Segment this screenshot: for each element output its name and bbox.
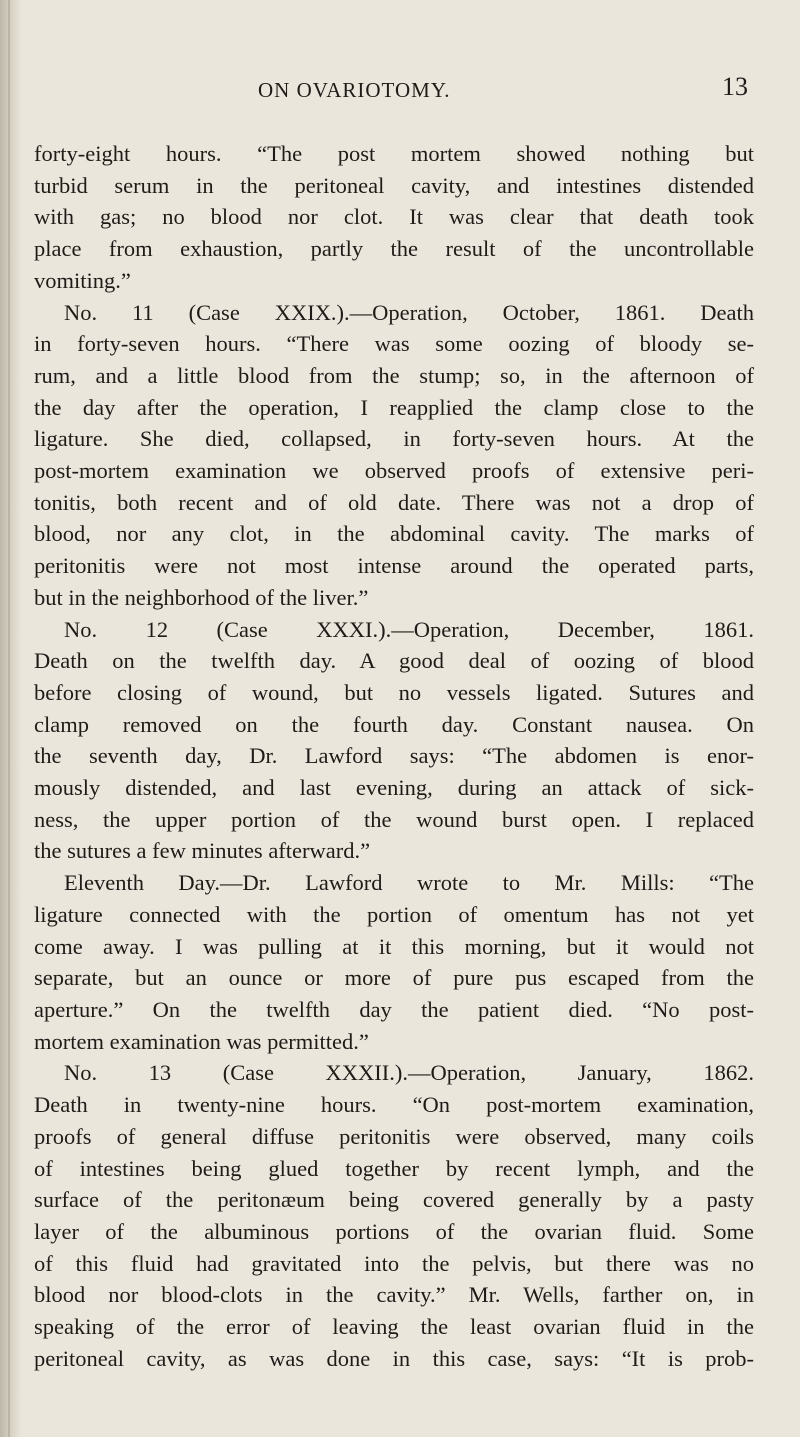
text-line: No. 12 (Case XXXI.).—Operation, December, 1861. bbox=[64, 616, 754, 642]
text-line: Death in twenty-nine hours. “On post-mortem examination, bbox=[34, 1092, 754, 1118]
text-line: post-mortem examination we observed proofs of extensive peri- bbox=[34, 458, 754, 484]
text-line: speaking of the error of leaving the least ovarian fluid in the bbox=[34, 1314, 754, 1340]
text-line: the sutures a few minutes afterward.” bbox=[34, 838, 371, 864]
text-line: No. 13 (Case XXXII.).—Operation, January, 1862. bbox=[64, 1060, 754, 1086]
text-line: ligature connected with the portion of omentum has not yet bbox=[34, 901, 754, 927]
text-line: place from exhaustion, partly the result of the uncontrollable bbox=[34, 236, 754, 262]
text-line: the seventh day, Dr. Lawford says: “The abdomen is enor- bbox=[34, 743, 754, 769]
text-line: with gas; no blood nor clot. It was clear that death took bbox=[34, 204, 754, 230]
text-line: peritoneal cavity, as was done in this case, says: “It is prob- bbox=[34, 1345, 754, 1371]
text-line: layer of the albuminous portions of the ovarian fluid. Some bbox=[34, 1218, 754, 1244]
text-line: No. 11 (Case XXIX.).—Operation, October, 1861. Death bbox=[64, 299, 754, 325]
text-line: blood nor blood-clots in the cavity.” Mr. Wells, farther on, in bbox=[34, 1282, 754, 1308]
running-head bbox=[0, 72, 800, 118]
text-line: mortem examination was permitted.” bbox=[34, 1028, 369, 1054]
text-line: proofs of general diffuse peritonitis were observed, many coils bbox=[34, 1123, 754, 1149]
page-gutter-shadow bbox=[0, 0, 22, 1437]
text-line: but in the neighborhood of the liver.” bbox=[34, 584, 369, 610]
running-title: ON OVARIOTOMY. bbox=[258, 78, 451, 102]
text-line: clamp removed on the fourth day. Constant nausea. On bbox=[34, 711, 754, 737]
text-line: before closing of wound, but no vessels ligated. Sutures and bbox=[34, 679, 754, 705]
text-line: of this fluid had gravitated into the pelvis, but there was no bbox=[34, 1250, 754, 1276]
text-line: the day after the operation, I reapplied the clamp close to the bbox=[34, 394, 754, 420]
text-line: come away. I was pulling at it this morning, but it would not bbox=[34, 933, 754, 959]
text-line: turbid serum in the peritoneal cavity, and intestines distended bbox=[34, 172, 754, 198]
binding-edge bbox=[8, 0, 10, 1437]
text-line: ness, the upper portion of the wound burst open. I replaced bbox=[34, 806, 754, 832]
text-line: Death on the twelfth day. A good deal of oozing of blood bbox=[34, 648, 754, 674]
text-line: in forty-seven hours. “There was some oozing of bloody se- bbox=[34, 331, 754, 357]
text-line: mously distended, and last evening, during an attack of sick- bbox=[34, 775, 754, 801]
text-line: separate, but an ounce or more of pure pus escaped from the bbox=[34, 965, 754, 991]
text-line: tonitis, both recent and of old date. There was not a drop of bbox=[34, 489, 754, 515]
text-line: forty-eight hours. “The post mortem showed nothing but bbox=[34, 141, 754, 166]
text-line: aperture.” On the twelfth day the patient died. “No post- bbox=[34, 996, 754, 1022]
text-line: Eleventh Day.—Dr. Lawford wrote to Mr. Mills: “The bbox=[64, 870, 754, 896]
text-line: blood, nor any clot, in the abdominal cavity. The marks of bbox=[34, 521, 754, 547]
text-line: vomiting.” bbox=[34, 267, 131, 293]
text-line: rum, and a little blood from the stump; so, in the afternoon of bbox=[34, 362, 754, 388]
body-text bbox=[34, 138, 754, 1374]
text-line: ligature. She died, collapsed, in forty-seven hours. At the bbox=[34, 426, 754, 452]
text-line: surface of the peritonæum being covered generally by a pasty bbox=[34, 1187, 754, 1213]
page-number: 13 bbox=[722, 72, 748, 101]
text-line: of intestines being glued together by recent lymph, and the bbox=[34, 1155, 754, 1181]
text-line: peritonitis were not most intense around the operated parts, bbox=[34, 553, 754, 579]
